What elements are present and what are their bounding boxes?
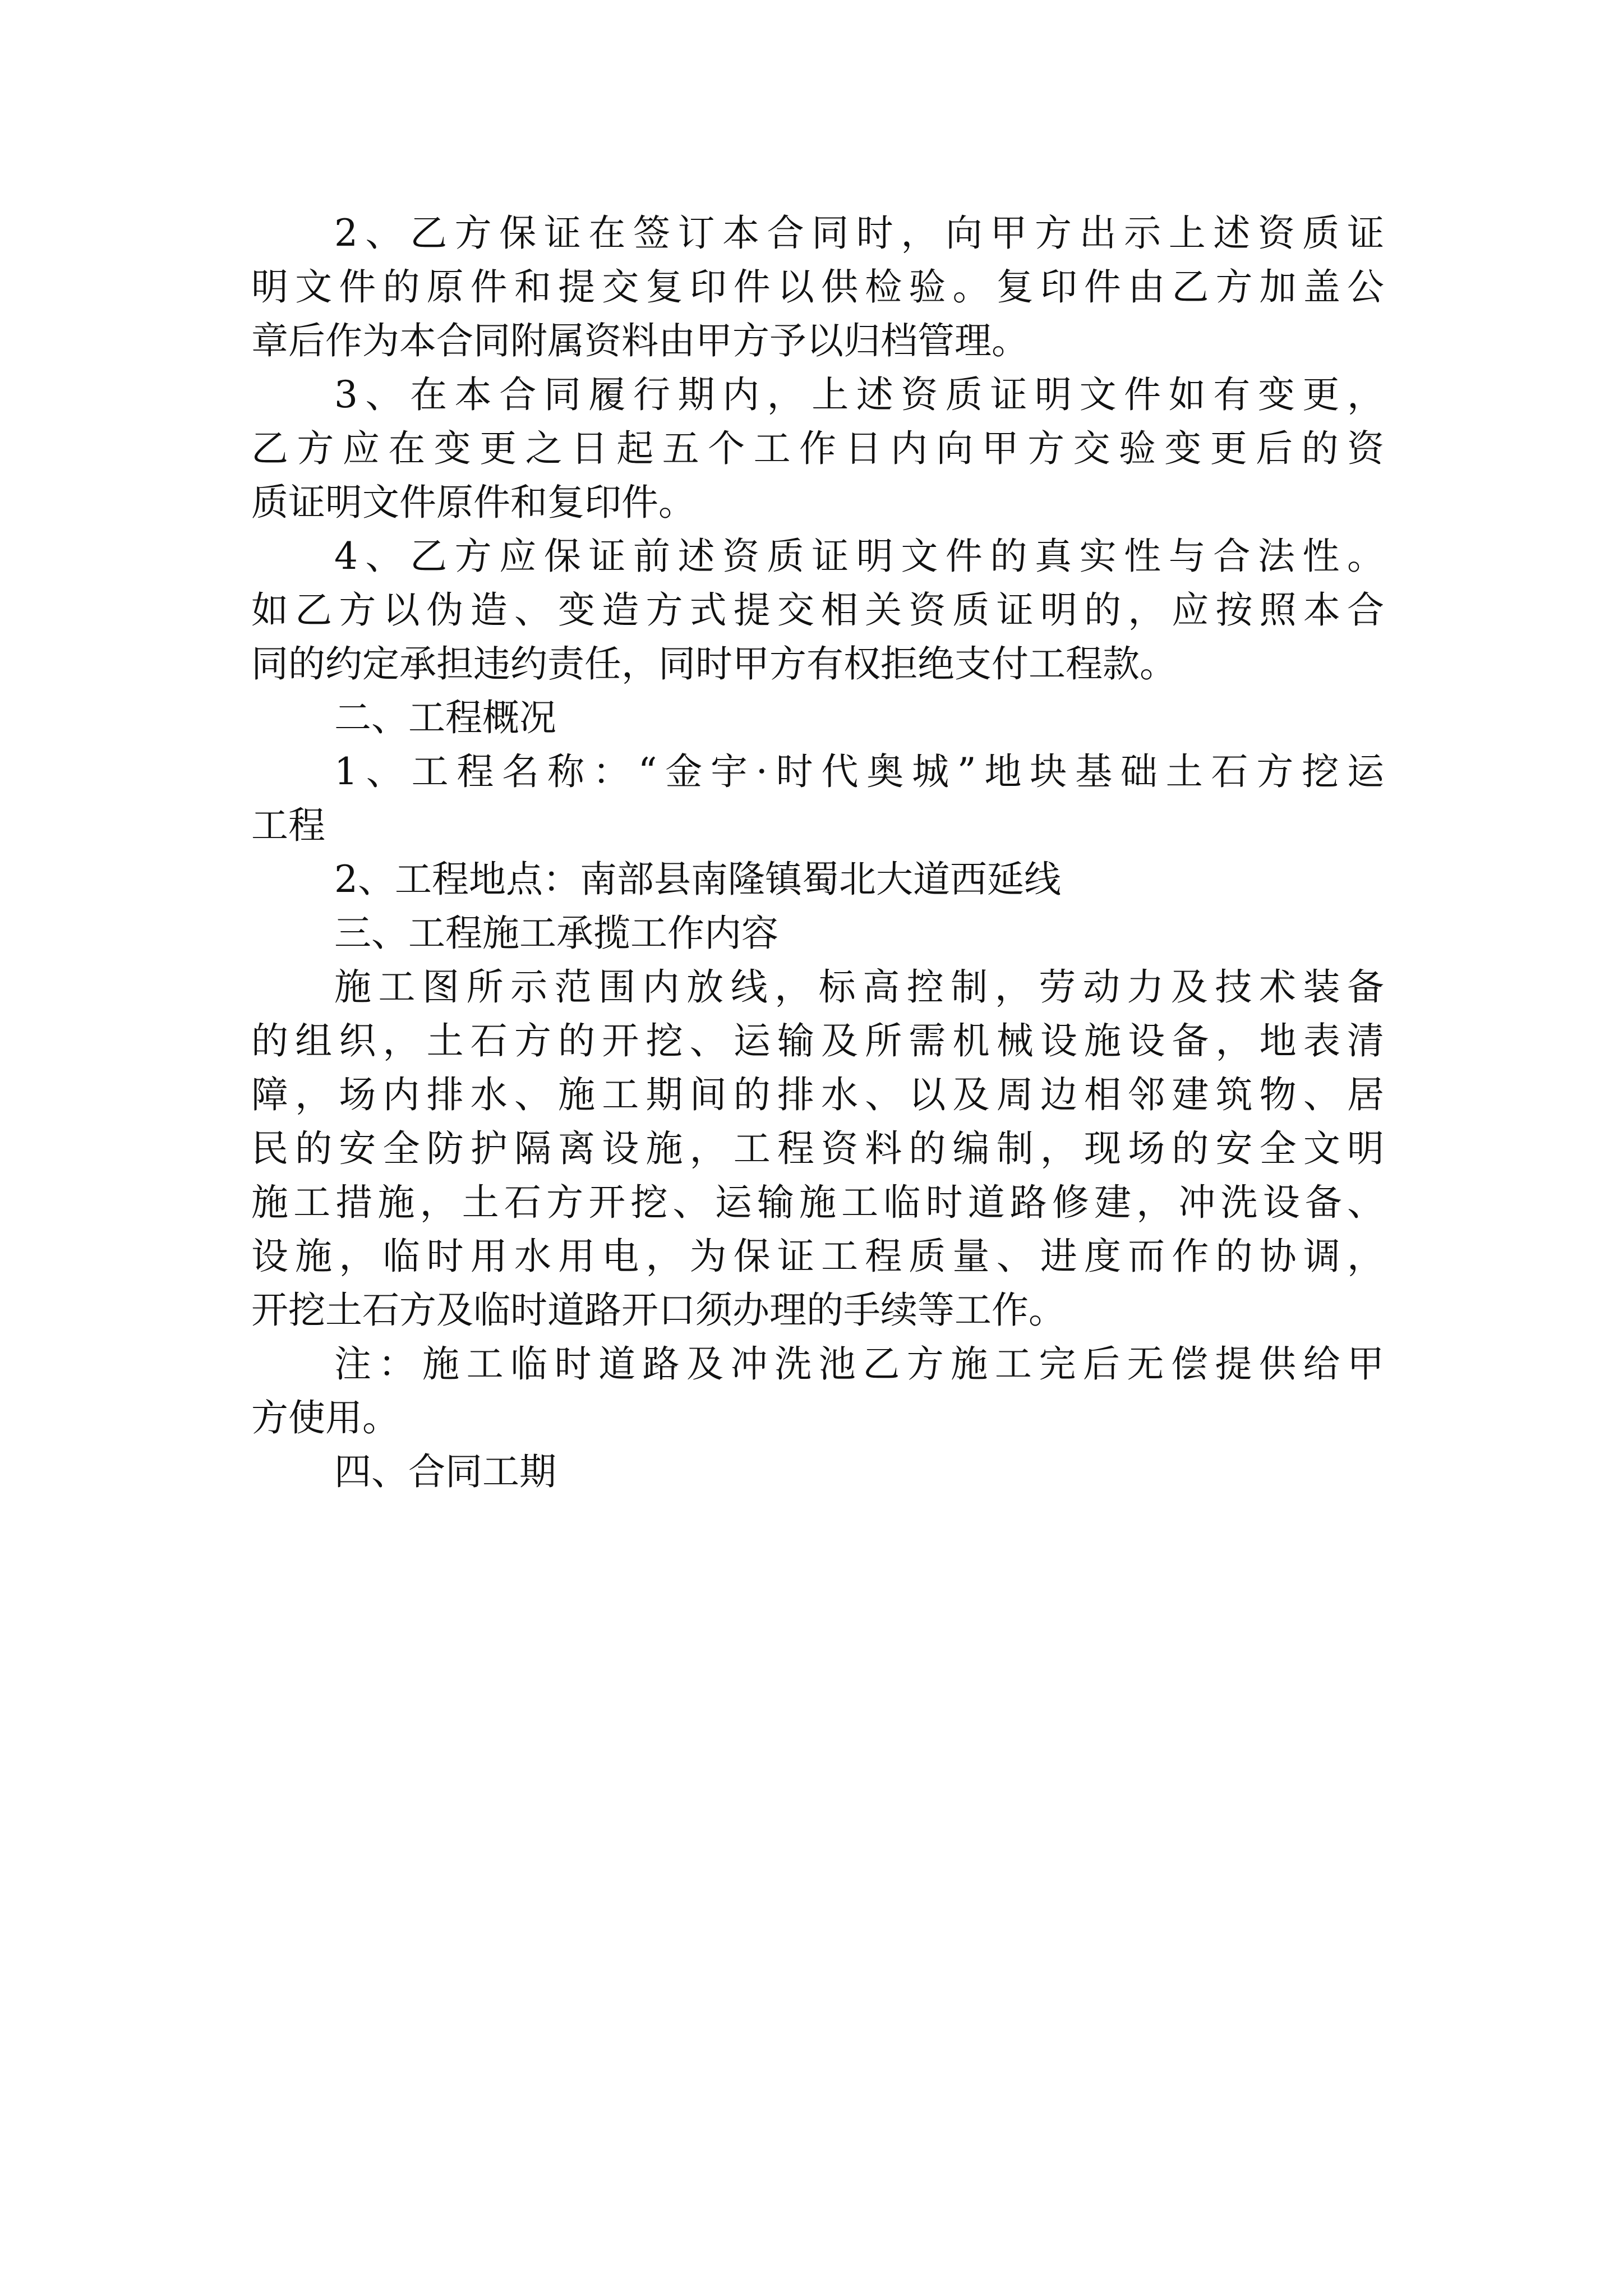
text-line: 的组织，土石方的开挖、运输及所需机械设施设备，地表清 (251, 1019, 1384, 1062)
text-line: 1、工程名称：“金宇·时代奥城”地块基础土石方挖运 (334, 750, 1384, 793)
text-line: 章后作为本合同附属资料由甲方予以归档管理。 (251, 319, 1029, 362)
text-line: 设施，临时用水用电，为保证工程质量、进度而作的协调， (251, 1235, 1384, 1278)
paragraph-qualification-changes (251, 368, 1384, 530)
paragraph-qualification-originals (251, 206, 1384, 368)
text-line: 同的约定承担违约责任，同时甲方有权拒绝支付工程款。 (251, 642, 1177, 685)
text-line: 施工措施，土石方开挖、运输施工临时道路修建，冲洗设备、 (251, 1181, 1384, 1224)
text-line: 质证明文件原件和复印件。 (251, 481, 695, 524)
text-line: 明文件的原件和提交复印件以供检验。复印件由乙方加盖公 (251, 265, 1384, 309)
text-line: 乙方应在变更之日起五个工作日内向甲方交验变更后的资 (251, 427, 1384, 470)
text-line: 障，场内排水、施工期间的排水、以及周边相邻建筑物、居 (251, 1073, 1384, 1116)
heading-text: 三、工程施工承揽工作内容 (334, 912, 778, 955)
text-line: 工程 (251, 804, 325, 847)
text-line: 4、乙方应保证前述资质证明文件的真实性与合法性。 (334, 535, 1384, 578)
heading-text: 二、工程概况 (334, 696, 556, 739)
text-line: 3、在本合同履行期内，上述资质证明文件如有变更， (334, 373, 1384, 416)
paragraph-note (251, 1337, 1384, 1445)
text-line: 2、乙方保证在签订本合同时，向甲方出示上述资质证 (334, 211, 1384, 255)
text-line: 施工图所示范围内放线，标高控制，劳动力及技术装备 (334, 965, 1384, 1009)
paragraph-project-location (251, 853, 1384, 907)
text-line: 如乙方以伪造、变造方式提交相关资质证明的，应按照本合 (251, 588, 1384, 632)
paragraph-project-name (251, 745, 1384, 853)
paragraph-scope-details (251, 960, 1384, 1337)
text-line: 民的安全防护隔离设施，工程资料的编制，现场的安全文明 (251, 1127, 1384, 1170)
text-line: 方使用。 (251, 1396, 399, 1439)
document-body (251, 206, 1384, 1499)
section-heading-scope-of-work (251, 907, 1384, 960)
section-heading-project-overview (251, 691, 1384, 745)
text-line: 开挖土石方及临时道路开口须办理的手续等工作。 (251, 1289, 1066, 1332)
text-line: 注：施工临时道路及冲洗池乙方施工完后无偿提供给甲 (334, 1342, 1384, 1386)
heading-text: 四、合同工期 (334, 1450, 556, 1493)
section-heading-contract-period (251, 1445, 1384, 1499)
paragraph-qualification-authenticity (251, 530, 1384, 691)
text-line: 2、工程地点：南部县南隆镇蜀北大道西延线 (334, 858, 1061, 901)
